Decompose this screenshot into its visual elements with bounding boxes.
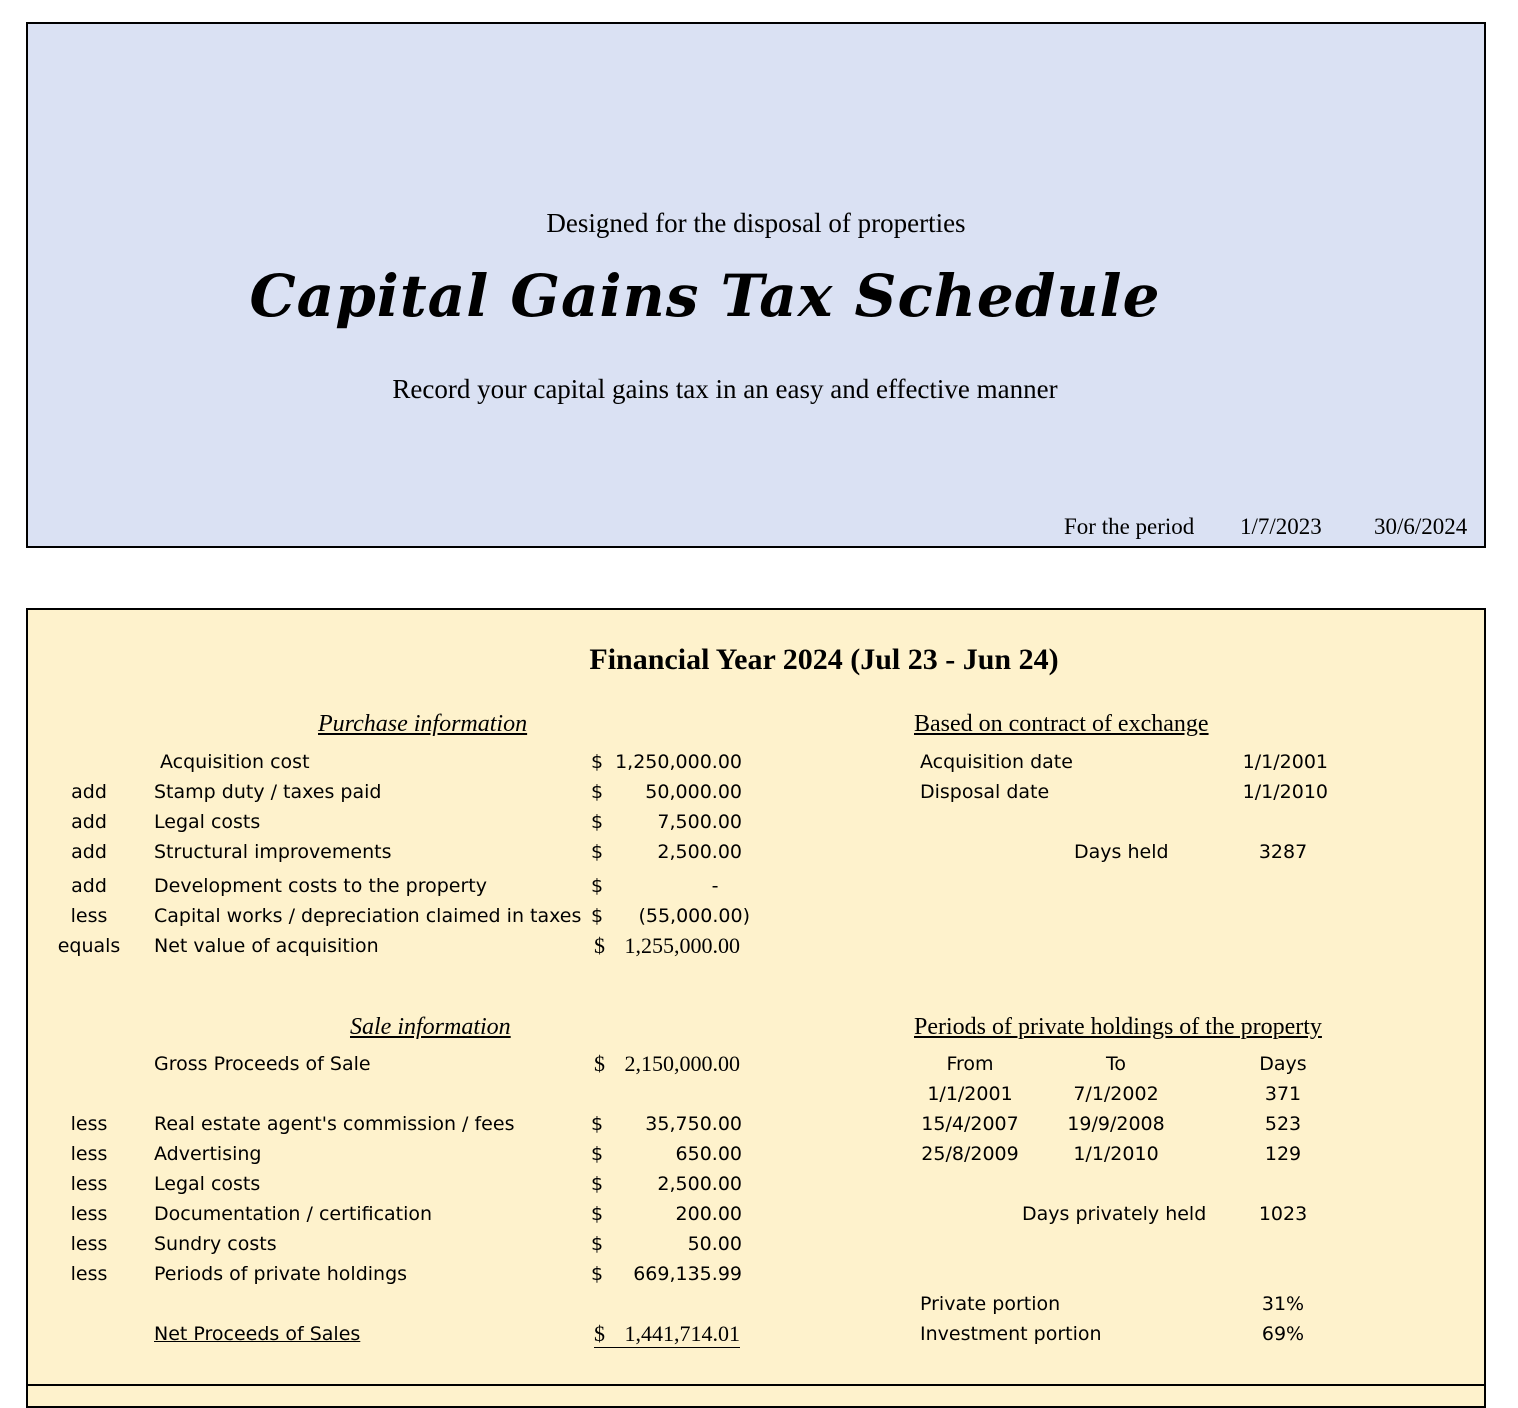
col-header-days: Days [1259, 1053, 1307, 1075]
row-label: Stamp duty / taxes paid [154, 781, 382, 803]
row-amount: 35,750.00 [645, 1113, 742, 1135]
contract-section-title: Based on contract of exchange [914, 711, 1209, 737]
panel-divider [26, 1384, 1486, 1386]
row-operator: add [71, 841, 107, 863]
investment-portion-value: 69% [1261, 1323, 1305, 1345]
row-currency: $ [591, 1173, 604, 1195]
holding-days: 129 [1264, 1143, 1302, 1165]
period-start: 1/7/2023 [1240, 514, 1322, 539]
net-proceeds-currency: $ [594, 1321, 605, 1346]
row-amount: - [711, 875, 719, 897]
row-currency: $ [591, 751, 604, 773]
row-label: Sundry costs [154, 1233, 277, 1255]
row-operator: add [71, 781, 107, 803]
row-label: Documentation / certification [154, 1203, 433, 1225]
private-portion-label: Private portion [920, 1293, 1061, 1315]
days-held-value: 3287 [1258, 841, 1308, 863]
acquisition-date-value: 1/1/2001 [1242, 751, 1328, 773]
holding-from: 1/1/2001 [927, 1083, 1013, 1105]
row-label: Development costs to the property [154, 875, 487, 897]
financial-year-panel [26, 608, 1486, 1408]
header-tagline: Record your capital gains tax in an easy and effective manner [392, 374, 1058, 404]
row-currency: $ [591, 811, 604, 833]
row-currency: $ [591, 1143, 604, 1165]
days-privately-held-label: Days privately held [1022, 1203, 1207, 1225]
gross-proceeds-currency: $ [594, 1051, 605, 1076]
row-label: Periods of private holdings [154, 1263, 408, 1285]
holding-days: 371 [1264, 1083, 1302, 1105]
row-amount: 650.00 [675, 1143, 742, 1165]
row-label: Capital works / depreciation claimed in taxes [154, 905, 582, 927]
row-amount: 2,500.00 [657, 1173, 742, 1195]
row-currency: $ [591, 875, 604, 897]
days-held-label: Days held [1074, 841, 1169, 863]
row-currency: $ [591, 1263, 604, 1285]
row-amount: 669,135.99 [633, 1263, 742, 1285]
row-label: Real estate agent's commission / fees [154, 1113, 515, 1135]
row-amount: 50.00 [687, 1233, 742, 1255]
header-subtitle: Designed for the disposal of properties [546, 208, 966, 238]
row-currency: $ [591, 781, 604, 803]
row-amount: 1,255,000.00 [624, 933, 740, 958]
row-label: Advertising [154, 1143, 262, 1165]
holding-to: 19/9/2008 [1067, 1113, 1165, 1135]
holding-to: 1/1/2010 [1073, 1143, 1159, 1165]
row-operator: less [70, 1143, 108, 1165]
row-currency: $ [594, 933, 605, 958]
purchase-section-title: Purchase information [318, 711, 528, 737]
net-proceeds-label: Net Proceeds of Sales [154, 1323, 361, 1345]
row-operator: equals [57, 935, 121, 957]
row-currency: $ [591, 1203, 604, 1225]
row-operator: less [70, 1233, 108, 1255]
sale-section-title: Sale information [350, 1014, 511, 1040]
row-amount: 2,500.00 [657, 841, 742, 863]
holding-from: 25/8/2009 [921, 1143, 1019, 1165]
acquisition-date-label: Acquisition date [920, 751, 1073, 773]
row-operator: less [70, 1113, 108, 1135]
private-holdings-section-title: Periods of private holdings of the property [914, 1014, 1322, 1040]
row-operator: add [71, 875, 107, 897]
row-currency: $ [591, 1233, 604, 1255]
row-label: Structural improvements [154, 841, 392, 863]
row-operator: less [70, 1173, 108, 1195]
period-end: 30/6/2024 [1374, 514, 1468, 539]
private-portion-value: 31% [1261, 1293, 1305, 1315]
row-amount: (55,000.00) [638, 905, 750, 927]
row-amount: 7,500.00 [657, 811, 742, 833]
financial-year-title: Financial Year 2024 (Jul 23 - Jun 24) [589, 643, 1059, 676]
row-operator: add [71, 811, 107, 833]
row-amount: 50,000.00 [645, 781, 742, 803]
row-amount: 200.00 [675, 1203, 742, 1225]
row-operator: less [70, 905, 108, 927]
page-title: Capital Gains Tax Schedule [249, 262, 1161, 330]
row-operator: less [70, 1263, 108, 1285]
row-amount: 1,250,000.00 [615, 751, 742, 773]
disposal-date-label: Disposal date [920, 781, 1050, 803]
holding-from: 15/4/2007 [921, 1113, 1019, 1135]
row-label: Acquisition cost [160, 751, 310, 773]
days-privately-held-value: 1023 [1258, 1203, 1308, 1225]
row-currency: $ [591, 841, 604, 863]
col-header-from: From [946, 1053, 994, 1075]
row-label: Legal costs [154, 1173, 261, 1195]
row-currency: $ [591, 1113, 604, 1135]
period-label: For the period [1064, 514, 1195, 539]
gross-proceeds-label: Gross Proceeds of Sale [154, 1053, 371, 1075]
col-header-to: To [1105, 1053, 1126, 1075]
net-proceeds-amount: 1,441,714.01 [624, 1321, 740, 1346]
holding-days: 523 [1264, 1113, 1302, 1135]
row-label: Net value of acquisition [154, 935, 379, 957]
row-operator: less [70, 1203, 108, 1225]
disposal-date-value: 1/1/2010 [1242, 781, 1328, 803]
investment-portion-label: Investment portion [920, 1323, 1102, 1345]
row-label: Legal costs [154, 811, 261, 833]
row-currency: $ [591, 905, 604, 927]
holding-to: 7/1/2002 [1073, 1083, 1159, 1105]
gross-proceeds-amount: 2,150,000.00 [624, 1051, 740, 1076]
